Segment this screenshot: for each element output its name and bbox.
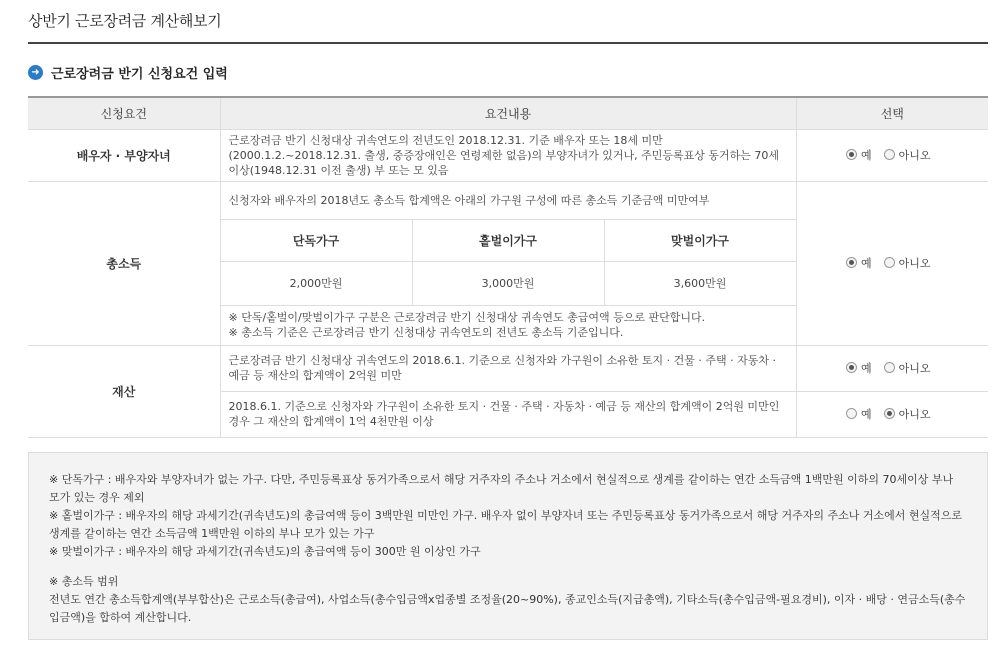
radio-label-yes: 예	[861, 361, 872, 375]
radio-label-yes: 예	[861, 407, 872, 421]
row-content-asset-2: 2018.6.1. 기준으로 신청자와 가구원이 소유한 토지 · 건물 · 주택 · 자동차 · 예금 등 재산의 합계액이 2억원 미만인 경우 그 재산의 합계액이 1억 4천만원 이상	[220, 391, 796, 437]
value-single-earner: 3,000만원	[412, 261, 604, 305]
note-income-scope-title: ※ 총소득 범위	[49, 575, 119, 588]
radio-asset1-yes[interactable]	[846, 362, 857, 373]
select-income	[796, 181, 988, 345]
row-content-income-intro: 신청자와 배우자의 2018년도 총소득 합계액은 아래의 가구원 구성에 따른 총소득 기준금액 미만여부	[220, 181, 796, 219]
page-title: 상반기 근로장려금 계산해보기	[28, 12, 222, 30]
row-content-income-notes	[220, 305, 796, 345]
select-asset-2	[796, 391, 988, 437]
subheader-single-earner: 홑벌이가구	[412, 219, 604, 261]
subheader-single: 단독가구	[220, 219, 412, 261]
requirements-table	[28, 96, 988, 438]
radio-asset2-yes[interactable]	[846, 408, 857, 419]
notes-box	[28, 452, 988, 640]
table-row-spouse	[28, 129, 988, 181]
section-header	[28, 63, 228, 82]
header-select: 선택	[796, 97, 988, 129]
radio-label-no: 아니오	[898, 361, 931, 375]
radio-asset2-no[interactable]	[884, 408, 895, 419]
radio-label-no: 아니오	[898, 148, 931, 162]
radio-label-yes: 예	[861, 148, 872, 162]
table-header-row	[28, 97, 988, 129]
note-dual-earner-household: ※ 맞벌이가구 : 배우자의 해당 과세기간(귀속년도)의 총급여액 등이 300만 원 이상인 가구	[49, 545, 481, 558]
note-income-scope: 전년도 연간 총소득합계액(부부합산)은 근로소득(총급여), 사업소득(총수입금액x업종별 조정율(20~90%), 종교인소득(지급총액), 기타소득(총수입금액-필요경비), 이자 · 배당 · 연금소득(총수입금액)을 합하여 계산합니다.	[49, 593, 966, 624]
radio-label-no: 아니오	[898, 256, 931, 270]
row-content-spouse: 근로장려금 반기 신청대상 귀속연도의 전년도인 2018.12.31. 기준 배우자 또는 18세 미만(2000.1.2.~2018.12.31. 출생, 중증장애인은 연령제한 없음)의 부양자녀가 있거나, 주민등록표상 동거하는 70세 이상(1948.12.31 이전 출생) 부 또는 모 있음	[220, 129, 796, 181]
income-note-2: ※ 총소득 기준은 근로장려금 반기 신청대상 귀속연도의 전년도 총소득 기준입니다.	[228, 326, 624, 339]
radio-spouse-no[interactable]	[884, 149, 895, 160]
income-note-1: ※ 단독/홑벌이/맞벌이가구 구분은 근로장려금 반기 신청대상 귀속연도 총급여액 등으로 판단합니다.	[228, 311, 706, 324]
radio-income-yes[interactable]	[846, 257, 857, 268]
row-label-income: 총소득	[28, 181, 220, 345]
header-requirement: 신청요건	[28, 97, 220, 129]
note-single-household: ※ 단독가구 : 배우자와 부양자녀가 없는 가구. 다만, 주민등록표상 동거가족으로서 해당 거주자의 주소나 거소에서 현실적으로 생계를 같이하는 연간 소득금액 1백만원 이하의 70세이상 부나 모가 있는 경우 제외	[49, 473, 954, 504]
value-single: 2,000만원	[220, 261, 412, 305]
arrow-circle-icon: ➜	[28, 65, 43, 80]
radio-spouse-yes[interactable]	[846, 149, 857, 160]
subheader-dual-earner: 맞벌이가구	[604, 219, 796, 261]
row-label-spouse: 배우자 · 부양자녀	[28, 129, 220, 181]
radio-income-no[interactable]	[884, 257, 895, 268]
select-spouse	[796, 129, 988, 181]
radio-label-yes: 예	[861, 256, 872, 270]
section-title: 근로장려금 반기 신청요건 입력	[51, 67, 228, 82]
row-label-asset: 재산	[28, 345, 220, 437]
select-asset-1	[796, 345, 988, 391]
note-single-earner-household: ※ 홑벌이가구 : 배우자의 해당 과세기간(귀속년도)의 총급여액 등이 3백만원 미만인 가구. 배우자 없이 부양자녀 또는 주민등록표상 동거가족으로서 해당 거주자의 주소나 거소에서 현실적으로 생계를 같이하는 연간 소득금액 1백만원 이하의 부나 모가 있는 가구	[49, 509, 962, 540]
header-content: 요건내용	[220, 97, 796, 129]
row-content-asset-1: 근로장려금 반기 신청대상 귀속연도의 2018.6.1. 기준으로 신청자와 가구원이 소유한 토지 · 건물 · 주택 · 자동차 · 예금 등 재산의 합계액이 2억원 미만	[220, 345, 796, 391]
title-divider	[28, 42, 988, 44]
value-dual-earner: 3,600만원	[604, 261, 796, 305]
table-row-asset-1	[28, 345, 988, 391]
table-row-income-intro	[28, 181, 988, 219]
radio-asset1-no[interactable]	[884, 362, 895, 373]
radio-label-no: 아니오	[898, 407, 931, 421]
